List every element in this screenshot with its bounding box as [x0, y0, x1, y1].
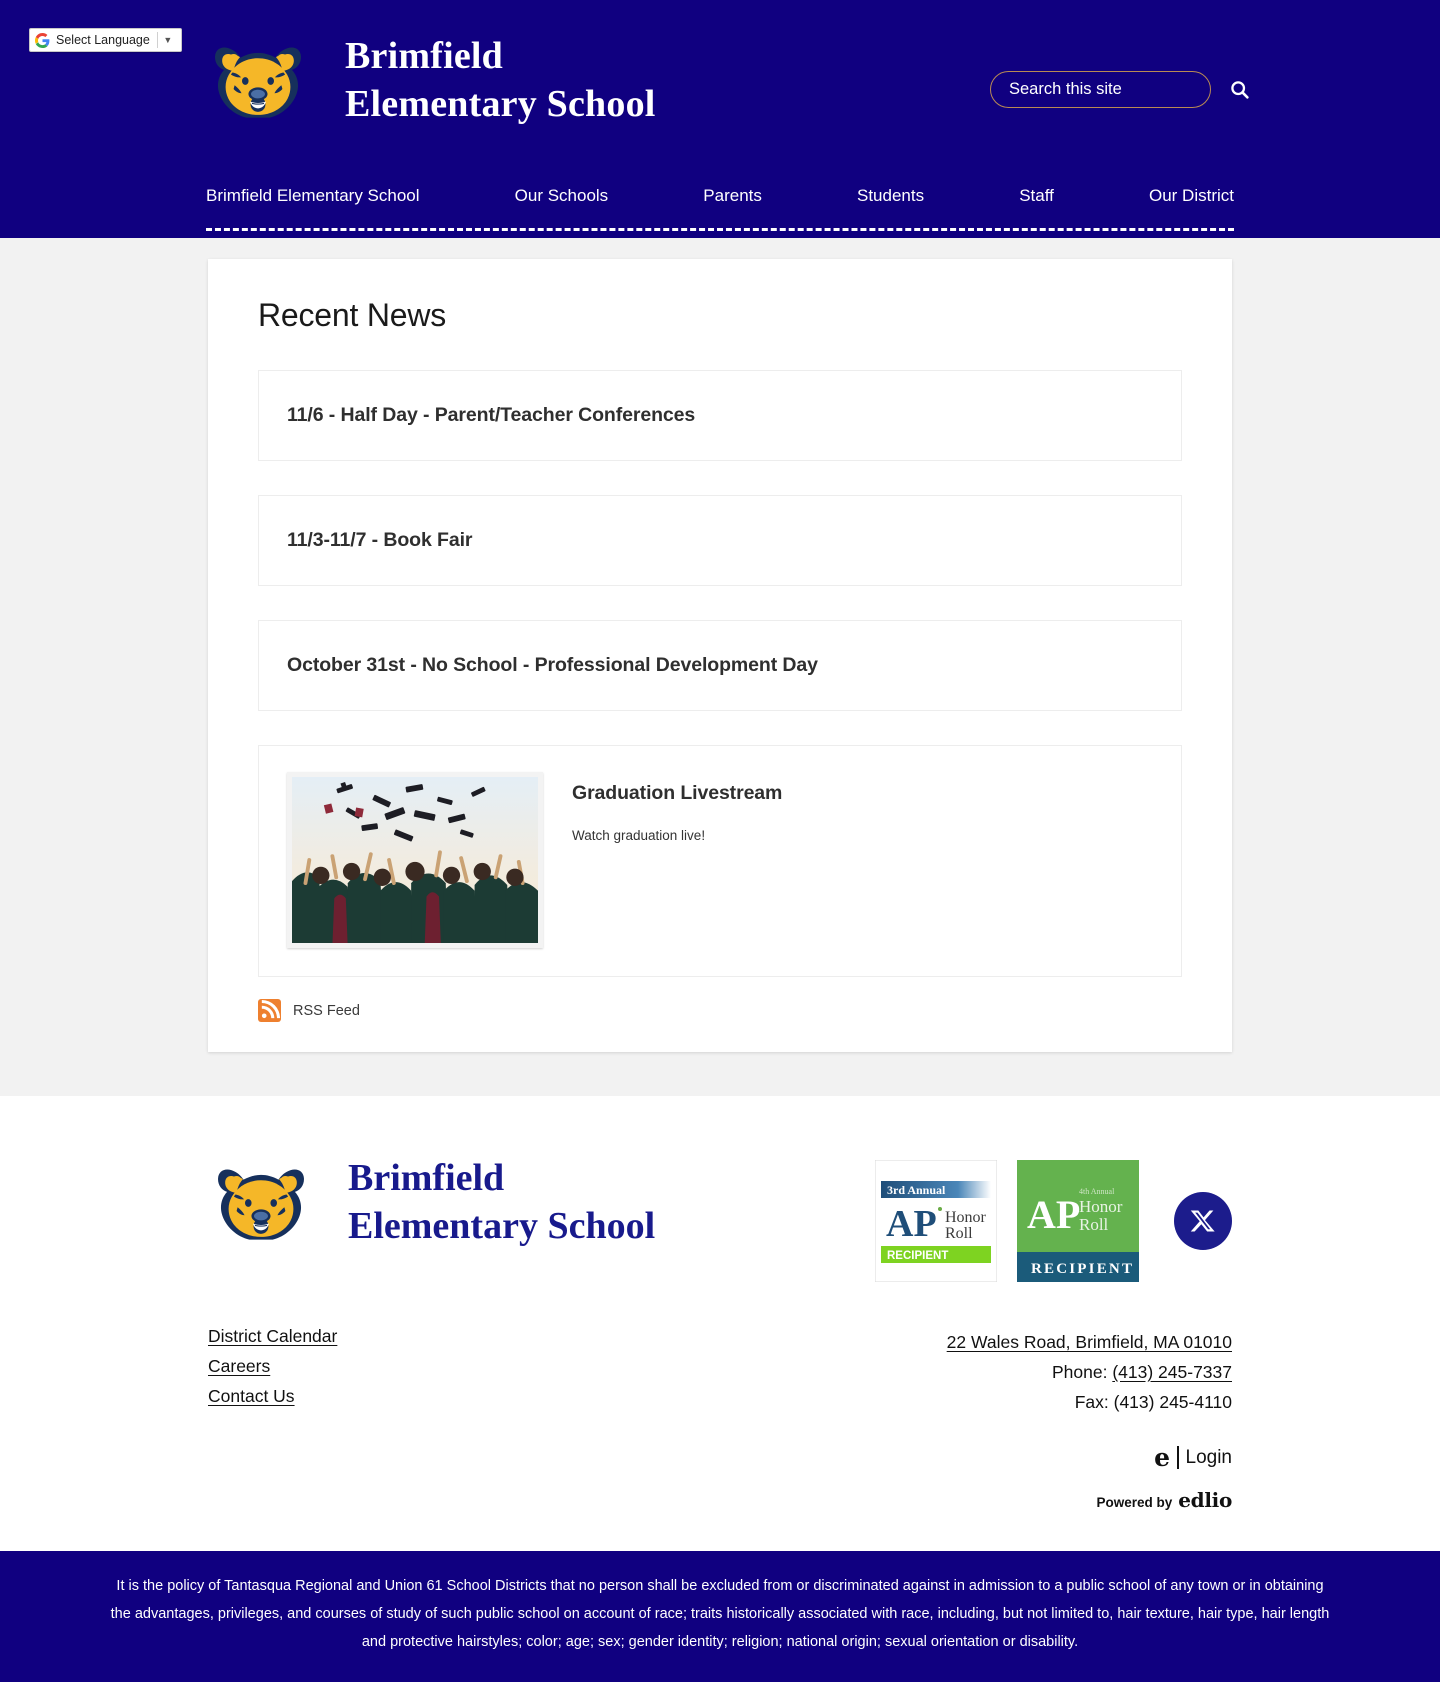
site-footer	[0, 1096, 1440, 1551]
bear-mascot-logo	[205, 28, 311, 134]
brand-line-2: Elementary School	[345, 83, 656, 125]
rss-icon	[258, 999, 281, 1022]
news-item-title: October 31st - No School - Professional Development Day	[287, 654, 818, 676]
badge-honor-text: Honor	[945, 1209, 986, 1226]
google-g-icon	[35, 33, 50, 48]
news-item-title: 11/6 - Half Day - Parent/Teacher Conferences	[287, 404, 696, 426]
news-list-item[interactable]	[258, 370, 1182, 461]
graduation-photo	[287, 772, 543, 948]
nav-item-brimfield-elementary-school[interactable]: Brimfield Elementary School	[206, 186, 420, 205]
header-brand-text	[345, 33, 656, 129]
search-icon	[1229, 79, 1250, 100]
search-button[interactable]	[1229, 79, 1250, 100]
badge-ap-text: AP	[1027, 1192, 1081, 1237]
footer-link-contact-us[interactable]: Contact Us	[208, 1386, 295, 1406]
search-input[interactable]	[1009, 80, 1229, 99]
badge-ap-text: AP	[886, 1203, 937, 1245]
footer-brand-line-2: Elementary School	[348, 1205, 656, 1247]
footer-link-careers[interactable]: Careers	[208, 1356, 271, 1376]
nondiscrimination-policy: It is the policy of Tantasqua Regional and Union 61 School Districts that no person shall be excluded from or discriminated against in admission to a public school of any town or in obtaining the advantages, privileges, and courses of study of such public school on account of race; traits historically associated with race, including, but not limited to, hair texture, hair type, hair length and protective hairstyles; color; age; sex; gender identity; religion; national origin; sexual orientation or disability.	[0, 1551, 1440, 1682]
badge-annual-text: 4th Annual	[1079, 1187, 1115, 1196]
site-search[interactable]	[990, 71, 1211, 108]
featured-news-body	[572, 772, 782, 843]
badge-honor-text: Honor	[1079, 1197, 1123, 1216]
divider	[1177, 1446, 1179, 1469]
phone-link[interactable]: (413) 245-7337	[1112, 1362, 1232, 1383]
badge-roll-text: Roll	[1079, 1215, 1109, 1234]
brand-line-1: Brimfield	[345, 35, 503, 78]
badge-annual-text: 3rd Annual	[887, 1183, 946, 1197]
footer-link-district-calendar[interactable]: District Calendar	[208, 1326, 338, 1346]
news-list-item[interactable]	[258, 620, 1182, 711]
rss-feed-label: RSS Feed	[293, 1002, 360, 1019]
address-link[interactable]: 22 Wales Road, Brimfield, MA 01010	[946, 1332, 1232, 1352]
award-badges	[875, 1160, 1232, 1282]
badge-roll-text: Roll	[945, 1225, 973, 1242]
nav-item-parents[interactable]: Parents	[703, 186, 762, 205]
bear-mascot-logo	[208, 1150, 314, 1256]
powered-by-edlio[interactable]	[1096, 1488, 1232, 1512]
powered-by-label: Powered by	[1096, 1495, 1173, 1510]
ap-honor-roll-4th-annual-badge[interactable]	[1017, 1160, 1139, 1282]
main-navigation	[206, 186, 1234, 231]
featured-news-description: Watch graduation live!	[572, 828, 706, 843]
select-language-widget[interactable]	[29, 28, 182, 52]
badge-recipient-text: RECIPIENT	[1031, 1261, 1135, 1277]
site-header	[0, 0, 1440, 238]
news-list-item[interactable]	[258, 495, 1182, 586]
edlio-wordmark: edlio	[1178, 1488, 1232, 1512]
nav-item-staff[interactable]: Staff	[1019, 186, 1054, 205]
nav-item-our-district[interactable]: Our District	[1148, 186, 1234, 205]
footer-brand-text	[348, 1155, 655, 1251]
rss-feed-link[interactable]	[258, 999, 1182, 1022]
badge-recipient-text: RECIPIENT	[887, 1250, 949, 1262]
news-list-item-featured[interactable]	[258, 745, 1182, 977]
footer-contact-info	[947, 1327, 1232, 1417]
ap-honor-roll-3rd-annual-badge[interactable]	[875, 1160, 997, 1282]
page-title: Recent News	[258, 297, 447, 333]
footer-link-list	[208, 1326, 337, 1407]
main-content	[0, 238, 1440, 1096]
nav-item-our-schools[interactable]: Our Schools	[514, 186, 609, 205]
fax-text: Fax: (413) 245-4110	[1074, 1392, 1232, 1413]
login-link[interactable]: Login	[1185, 1446, 1232, 1468]
nav-item-students[interactable]: Students	[857, 186, 925, 205]
x-twitter-icon[interactable]	[1174, 1192, 1232, 1250]
select-language-label: Select Language	[56, 33, 150, 47]
recent-news-card	[208, 259, 1232, 1052]
featured-news-title: Graduation Livestream	[572, 782, 783, 804]
chevron-down-icon[interactable]: ▼	[163, 35, 173, 45]
phone-label: Phone:	[1052, 1362, 1113, 1383]
footer-brand-line-1: Brimfield	[348, 1157, 505, 1200]
news-item-title: 11/3-11/7 - Book Fair	[287, 529, 473, 551]
edlio-login-row[interactable]	[1154, 1445, 1232, 1470]
edlio-e-icon: e	[1154, 1443, 1170, 1472]
header-brand[interactable]	[205, 28, 656, 134]
